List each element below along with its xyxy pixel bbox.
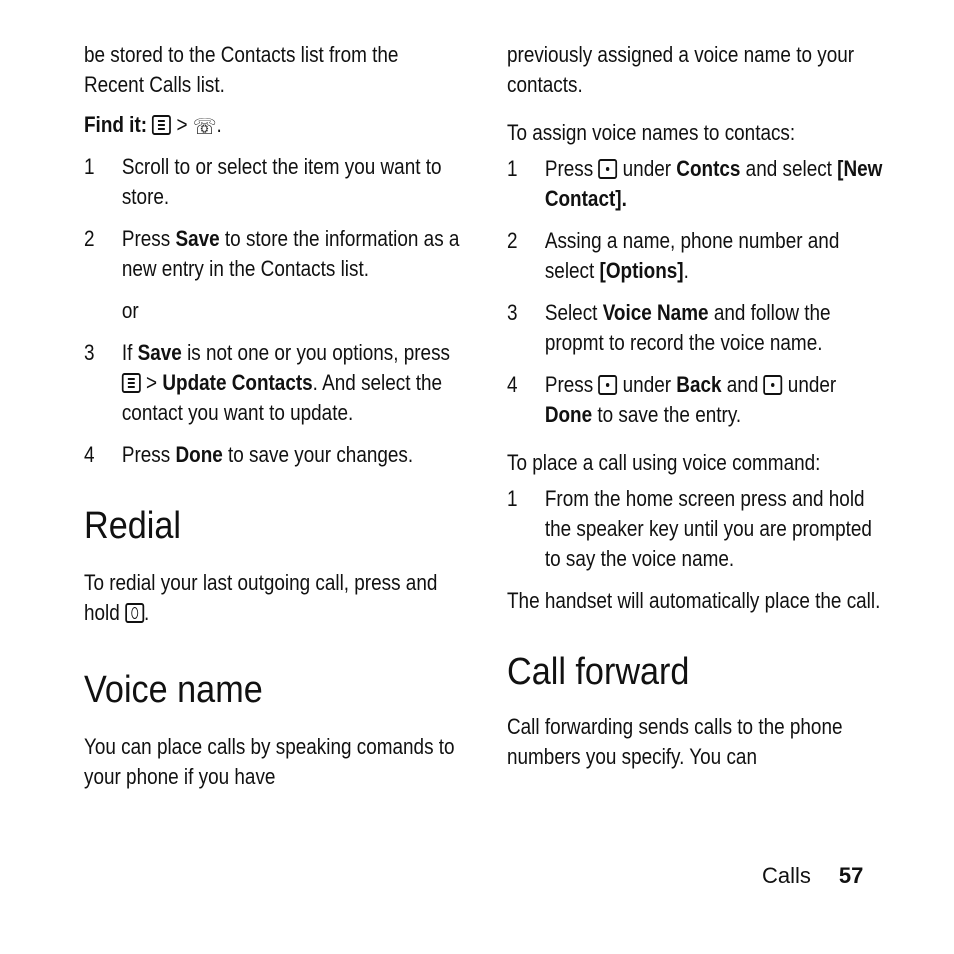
redial-text: To redial your last outgoing call, press and hold . — [84, 570, 438, 625]
find-it-line — [84, 110, 462, 142]
list-item — [507, 226, 885, 286]
menu-key-icon — [122, 373, 141, 393]
step-number: 4 — [507, 372, 518, 397]
list-item — [507, 370, 885, 430]
list-item — [84, 224, 462, 284]
list-item — [507, 484, 885, 574]
voice-name-text: You can place calls by speaking comands to your phone if you have — [84, 734, 455, 789]
list-item — [84, 338, 462, 428]
step-text: Select Voice Name and follow the propmt to record the voice name. — [544, 300, 831, 355]
step-number: 1 — [507, 486, 518, 511]
arrow-separator: > — [176, 112, 188, 137]
soft-key-icon — [598, 375, 617, 395]
page-number: 57 — [838, 863, 864, 888]
step-text: Scroll to or select the item you want to store. — [121, 154, 442, 209]
step-text: Press under Back and under Done to save the entry. — [544, 372, 837, 427]
assign-intro: To assign voice names to contacs: — [507, 120, 796, 145]
menu-key-icon — [152, 115, 171, 135]
period: . — [216, 112, 222, 137]
step-number: 3 — [507, 300, 518, 325]
redial-heading: Redial — [84, 505, 181, 547]
step-text: If Save is not one or you options, press > Update Contacts. And select the contact you want to update. — [121, 340, 451, 425]
handset-text: The handset will automatically place the call. — [507, 588, 881, 613]
list-item — [84, 440, 462, 470]
soft-key-icon — [598, 159, 617, 179]
recent-calls-icon: ☏ — [192, 114, 217, 139]
soft-key-icon — [764, 375, 783, 395]
find-it-label: Find it: — [84, 112, 148, 137]
step-number: 1 — [507, 156, 518, 181]
step-number: 2 — [507, 228, 518, 253]
step-text: Press Save to store the information as a new entry in the Contacts list. — [121, 226, 460, 281]
step-text: Assing a name, phone number and select [Options]. — [544, 228, 840, 283]
step-text: Press Done to save your changes. — [121, 442, 414, 467]
intro-text: previously assigned a voice name to your contacts. — [507, 42, 855, 97]
intro-text: be stored to the Contacts list from the Recent Calls list. — [84, 42, 399, 97]
list-item — [507, 154, 885, 214]
step-text: From the home screen press and hold the speaker key until you are prompted to say the voice name. — [544, 486, 872, 571]
or-text: or — [121, 298, 139, 323]
page-footer — [762, 863, 863, 889]
step-number: 2 — [84, 226, 95, 251]
list-item — [507, 298, 885, 358]
step-number: 1 — [84, 154, 95, 179]
right-column — [507, 40, 887, 782]
section-label: Calls — [762, 863, 811, 888]
voice-name-heading: Voice name — [84, 669, 263, 711]
left-column — [84, 40, 464, 802]
step-number: 3 — [84, 340, 95, 365]
step-text: Press under Contcs and select [New Contact]. — [544, 156, 883, 211]
place-call-intro: To place a call using voice command: — [507, 450, 821, 475]
call-forward-heading: Call forward — [507, 651, 690, 693]
step-number: 4 — [84, 442, 95, 467]
call-forward-text: Call forwarding sends calls to the phone numbers you specify. You can — [507, 714, 843, 769]
send-key-icon — [125, 603, 144, 623]
list-item — [84, 152, 462, 212]
